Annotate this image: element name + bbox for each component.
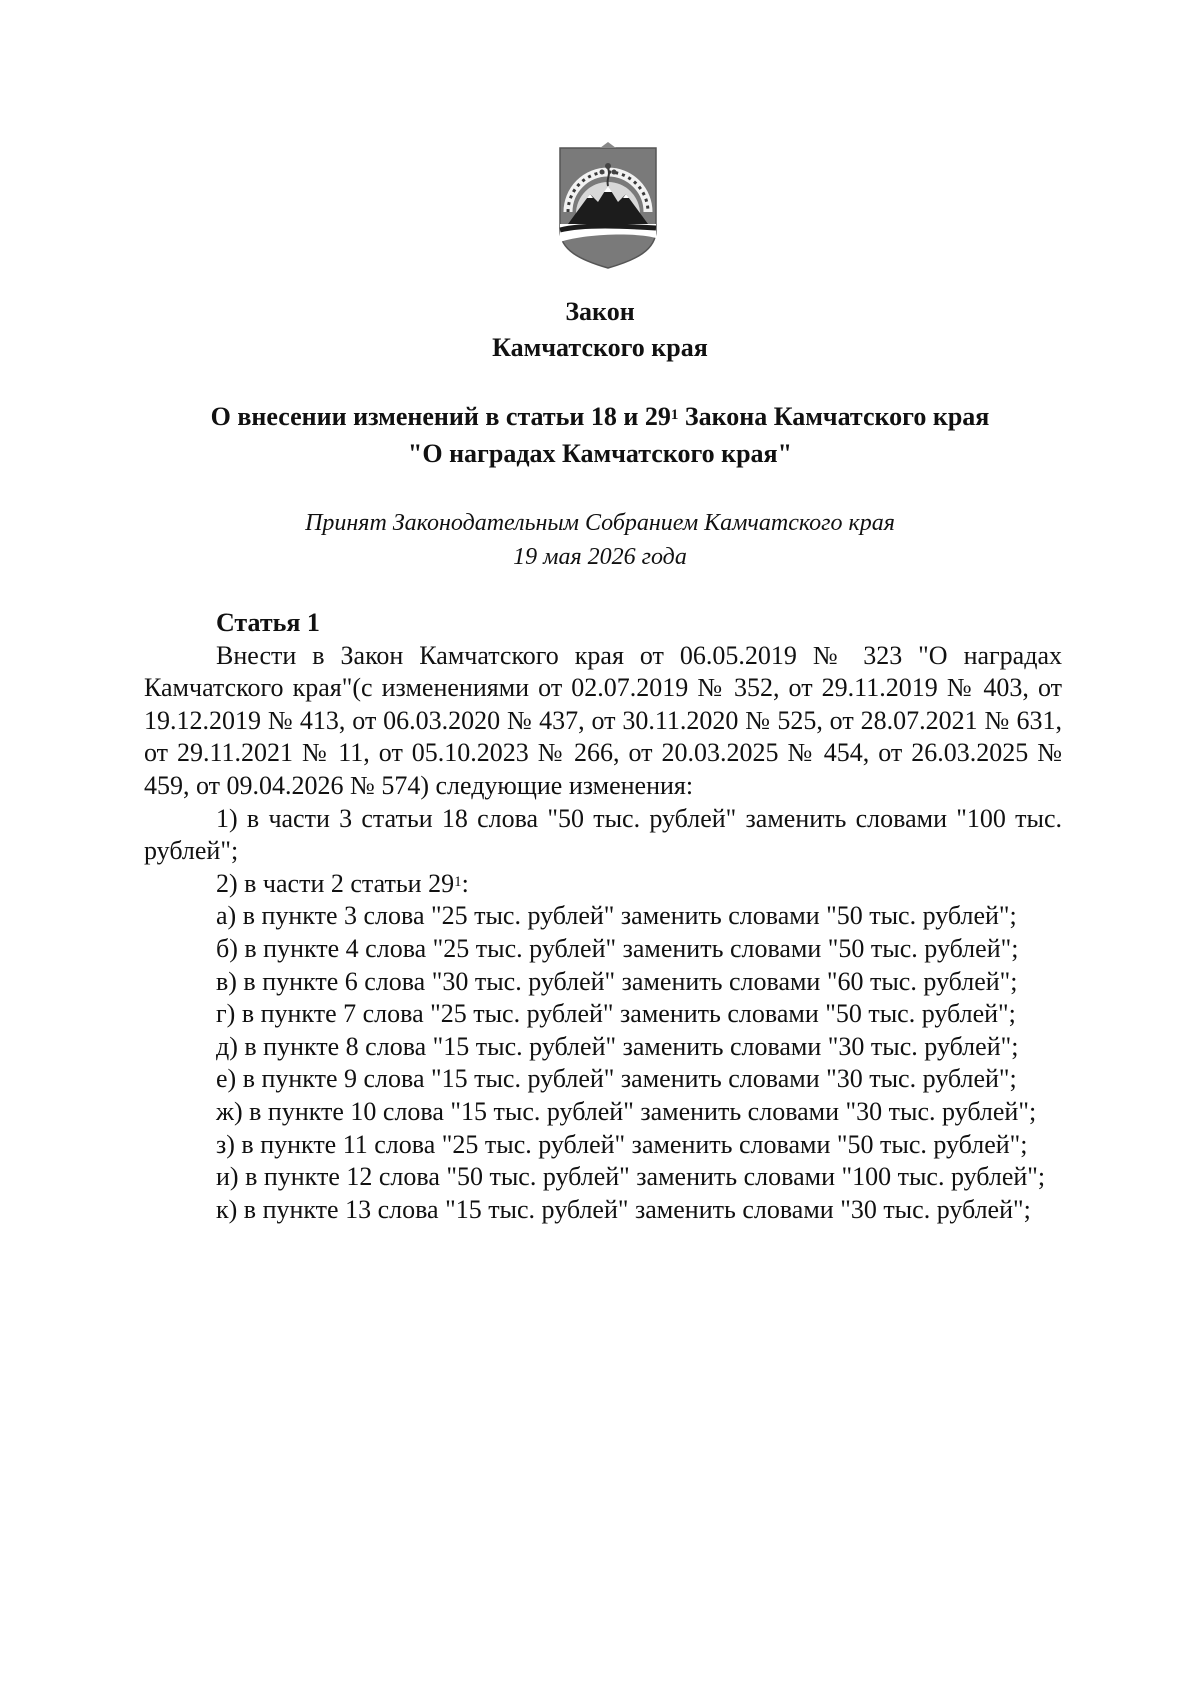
kamchatka-coat-of-arms-emblem	[554, 142, 662, 272]
law-title-line1-before: О внесении изменений в статьи 18 и 29	[210, 402, 671, 431]
amendment-item-1: 1) в части 3 статьи 18 слова "50 тыс. рублей" заменить словами "100 тыс. рублей";	[144, 803, 1062, 866]
amendment-subitem-z: з) в пункте 11 слова "25 тыс. рублей" заменить словами "50 тыс. рублей";	[216, 1129, 1028, 1159]
amendment-item-2-text: 2) в части 2 статьи 29	[216, 868, 455, 898]
amendment-item-2-colon: :	[461, 868, 469, 898]
article-1-body	[144, 607, 1062, 1226]
article-heading: Статья 1	[216, 608, 320, 637]
adoption-statement: Принят Законодательным Собранием Камчатского края	[305, 510, 895, 536]
amendment-subitem-zh: ж) в пункте 10 слова "15 тыс. рублей" заменить словами "30 тыс. рублей";	[216, 1096, 1037, 1126]
law-title-line2: "О наградах Камчатского края"	[407, 439, 793, 468]
adoption-date: 19 мая 2026 года	[513, 544, 687, 570]
article-intro-paragraph: Внести в Закон Камчатского края от 06.05.2019 № 323 "О наградах Камчатского края"(с изменениями от 02.07.2019 № 352, от 29.11.2019 № 403, от 19.12.2019 № 413, от 06.03.2020 № 437, от 30.11.2020 № 525, от 28.07.2021 № 631, от 29.11.2021 № 11, от 05.10.2023 № 266, от 20.03.2025 № 454, от 26.03.2025 № 459, от 09.04.2026 № 574) следующие изменения:	[144, 640, 1062, 800]
amendment-subitem-i: и) в пункте 12 слова "50 тыс. рублей" заменить словами "100 тыс. рублей";	[216, 1162, 1046, 1192]
law-title-superscript: 1	[670, 407, 679, 423]
amendment-subitem-b: б) в пункте 4 слова "25 тыс. рублей" заменить словами "50 тыс. рублей";	[216, 933, 1019, 963]
amendment-subitem-a: а) в пункте 3 слова "25 тыс. рублей" заменить словами "50 тыс. рублей";	[216, 901, 1017, 931]
amendment-item-2-superscript: 1	[454, 873, 462, 890]
document-type-heading: Закон	[565, 297, 635, 326]
amendment-subitem-g: г) в пункте 7 слова "25 тыс. рублей" заменить словами "50 тыс. рублей";	[216, 999, 1016, 1029]
region-heading: Камчатского края	[492, 333, 708, 362]
amendment-item-2	[144, 868, 1062, 901]
amendment-subitem-v: в) в пункте 6 слова "30 тыс. рублей" заменить словами "60 тыс. рублей";	[216, 966, 1018, 996]
law-title-line1-after: Закона Камчатского края	[678, 402, 990, 431]
amendment-subitem-k: к) в пункте 13 слова "15 тыс. рублей" заменить словами "30 тыс. рублей";	[216, 1194, 1031, 1224]
law-title-line1	[0, 399, 1200, 435]
amendment-subitem-e: е) в пункте 9 слова "15 тыс. рублей" заменить словами "30 тыс. рублей";	[216, 1064, 1017, 1094]
amendment-subitem-d: д) в пункте 8 слова "15 тыс. рублей" заменить словами "30 тыс. рублей";	[216, 1031, 1019, 1061]
